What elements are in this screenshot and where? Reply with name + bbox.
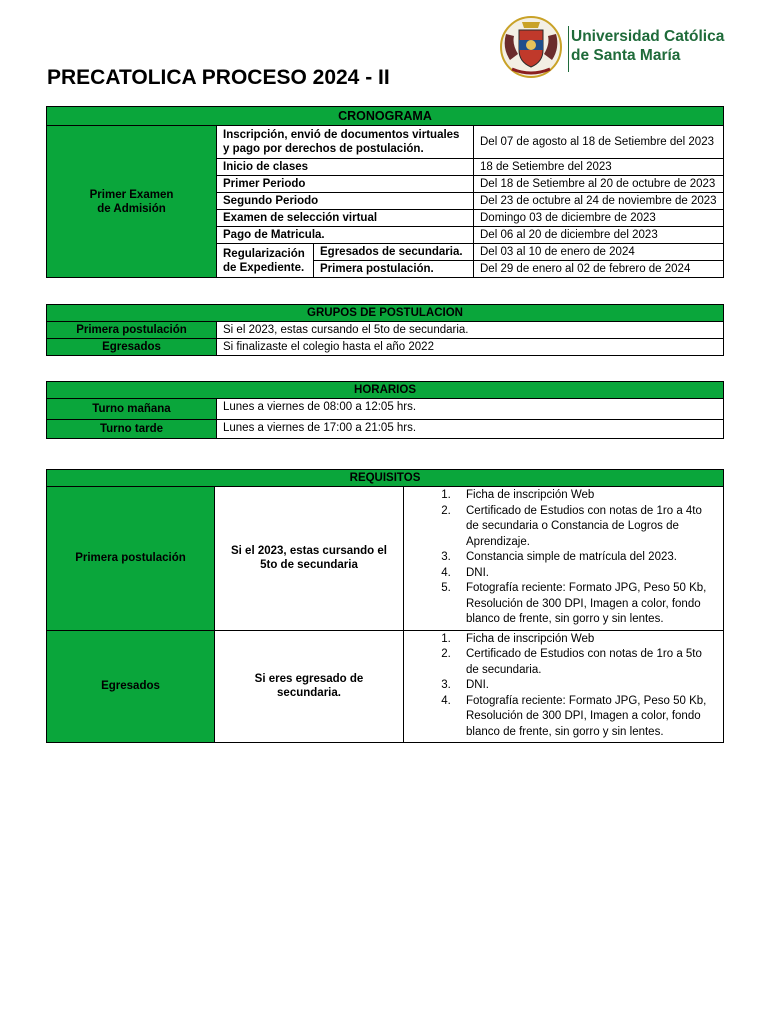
activity-cell: Segundo Periodo — [217, 193, 474, 210]
group-desc: Si el 2023, estas cursando el 5to de secundaria. — [217, 322, 724, 339]
horarios-title: HORARIOS — [47, 382, 724, 399]
activity-cell: Primer Periodo — [217, 176, 474, 193]
activity-cell: Inicio de clases — [217, 159, 474, 176]
logo-divider — [568, 26, 569, 72]
page-title: PRECATOLICA PROCESO 2024 - II — [47, 66, 390, 89]
req-items — [404, 487, 724, 631]
group-label: Egresados — [47, 339, 217, 356]
date-cell: Del 07 de agosto al 18 de Setiembre del 2023 — [474, 126, 724, 159]
list-item: 2. Certificado de Estudios con notas de 1ro a 4to de secundaria o Constancia de Logros de Aprendizaje. — [454, 504, 713, 551]
shift-label: Turno tarde — [47, 420, 217, 439]
activity-cell: Examen de selección virtual — [217, 210, 474, 227]
university-name — [571, 27, 724, 65]
list-item: 1. Ficha de inscripción Web — [454, 488, 713, 504]
req-condition: Si eres egresado de secundaria. — [215, 630, 404, 743]
university-crest-icon — [498, 14, 564, 80]
requisitos-title: REQUISITOS — [47, 470, 724, 487]
list-item: 2. Certificado de Estudios con notas de 1ro a 5to de secundaria. — [454, 647, 713, 678]
date-cell: 18 de Setiembre del 2023 — [474, 159, 724, 176]
university-logo — [498, 14, 738, 80]
group-label: Primera postulación — [47, 322, 217, 339]
university-name-line2: de Santa María — [571, 47, 681, 64]
horarios-table — [46, 381, 724, 439]
regularization-label: Regularización de Expediente. — [217, 244, 314, 278]
req-label: Egresados — [47, 630, 215, 743]
list-item: 4. Fotografía reciente: Formato JPG, Peso 50 Kb, Resolución de 300 DPI, Imagen a color, fondo blanco de frente, sin gorro y sin lentes. — [454, 694, 713, 741]
req-label: Primera postulación — [47, 487, 215, 631]
shift-desc: Lunes a viernes de 08:00 a 12:05 hrs. — [217, 399, 724, 420]
list-item: 1. Ficha de inscripción Web — [454, 632, 713, 648]
list-item: 3. DNI. — [454, 678, 713, 694]
university-name-line1: Universidad Católica — [571, 28, 725, 45]
list-item: 4. DNI. — [454, 566, 713, 582]
grupos-table — [46, 304, 724, 356]
date-cell: Domingo 03 de diciembre de 2023 — [474, 210, 724, 227]
req-list — [404, 488, 713, 628]
date-cell: Del 06 al 20 de diciembre del 2023 — [474, 227, 724, 244]
shift-label: Turno mañana — [47, 399, 217, 420]
grupos-title: GRUPOS DE POSTULACION — [47, 305, 724, 322]
exam-label: Primer Examen de Admisión — [47, 126, 217, 278]
list-item: 3. Constancia simple de matrícula del 2023. — [454, 550, 713, 566]
activity-cell: Inscripción, envió de documentos virtuales y pago por derechos de postulación. — [217, 126, 474, 159]
date-cell: Del 18 de Setiembre al 20 de octubre de 2023 — [474, 176, 724, 193]
cronograma-table — [46, 106, 724, 278]
shift-desc: Lunes a viernes de 17:00 a 21:05 hrs. — [217, 420, 724, 439]
req-list — [404, 632, 713, 741]
date-cell: Del 03 al 10 de enero de 2024 — [474, 244, 724, 261]
requisitos-table — [46, 469, 724, 743]
date-cell: Del 29 de enero al 02 de febrero de 2024 — [474, 261, 724, 278]
cronograma-title: CRONOGRAMA — [47, 107, 724, 126]
list-item: 5. Fotografía reciente: Formato JPG, Peso 50 Kb, Resolución de 300 DPI, Imagen a color, fondo blanco de frente, sin gorro y sin lentes. — [454, 581, 713, 628]
regularization-type: Primera postulación. — [314, 261, 474, 278]
req-items — [404, 630, 724, 743]
activity-cell: Pago de Matricula. — [217, 227, 474, 244]
regularization-type: Egresados de secundaria. — [314, 244, 474, 261]
date-cell: Del 23 de octubre al 24 de noviembre de 2023 — [474, 193, 724, 210]
group-desc: Si finalizaste el colegio hasta el año 2022 — [217, 339, 724, 356]
req-condition: Si el 2023, estas cursando el 5to de secundaria — [215, 487, 404, 631]
